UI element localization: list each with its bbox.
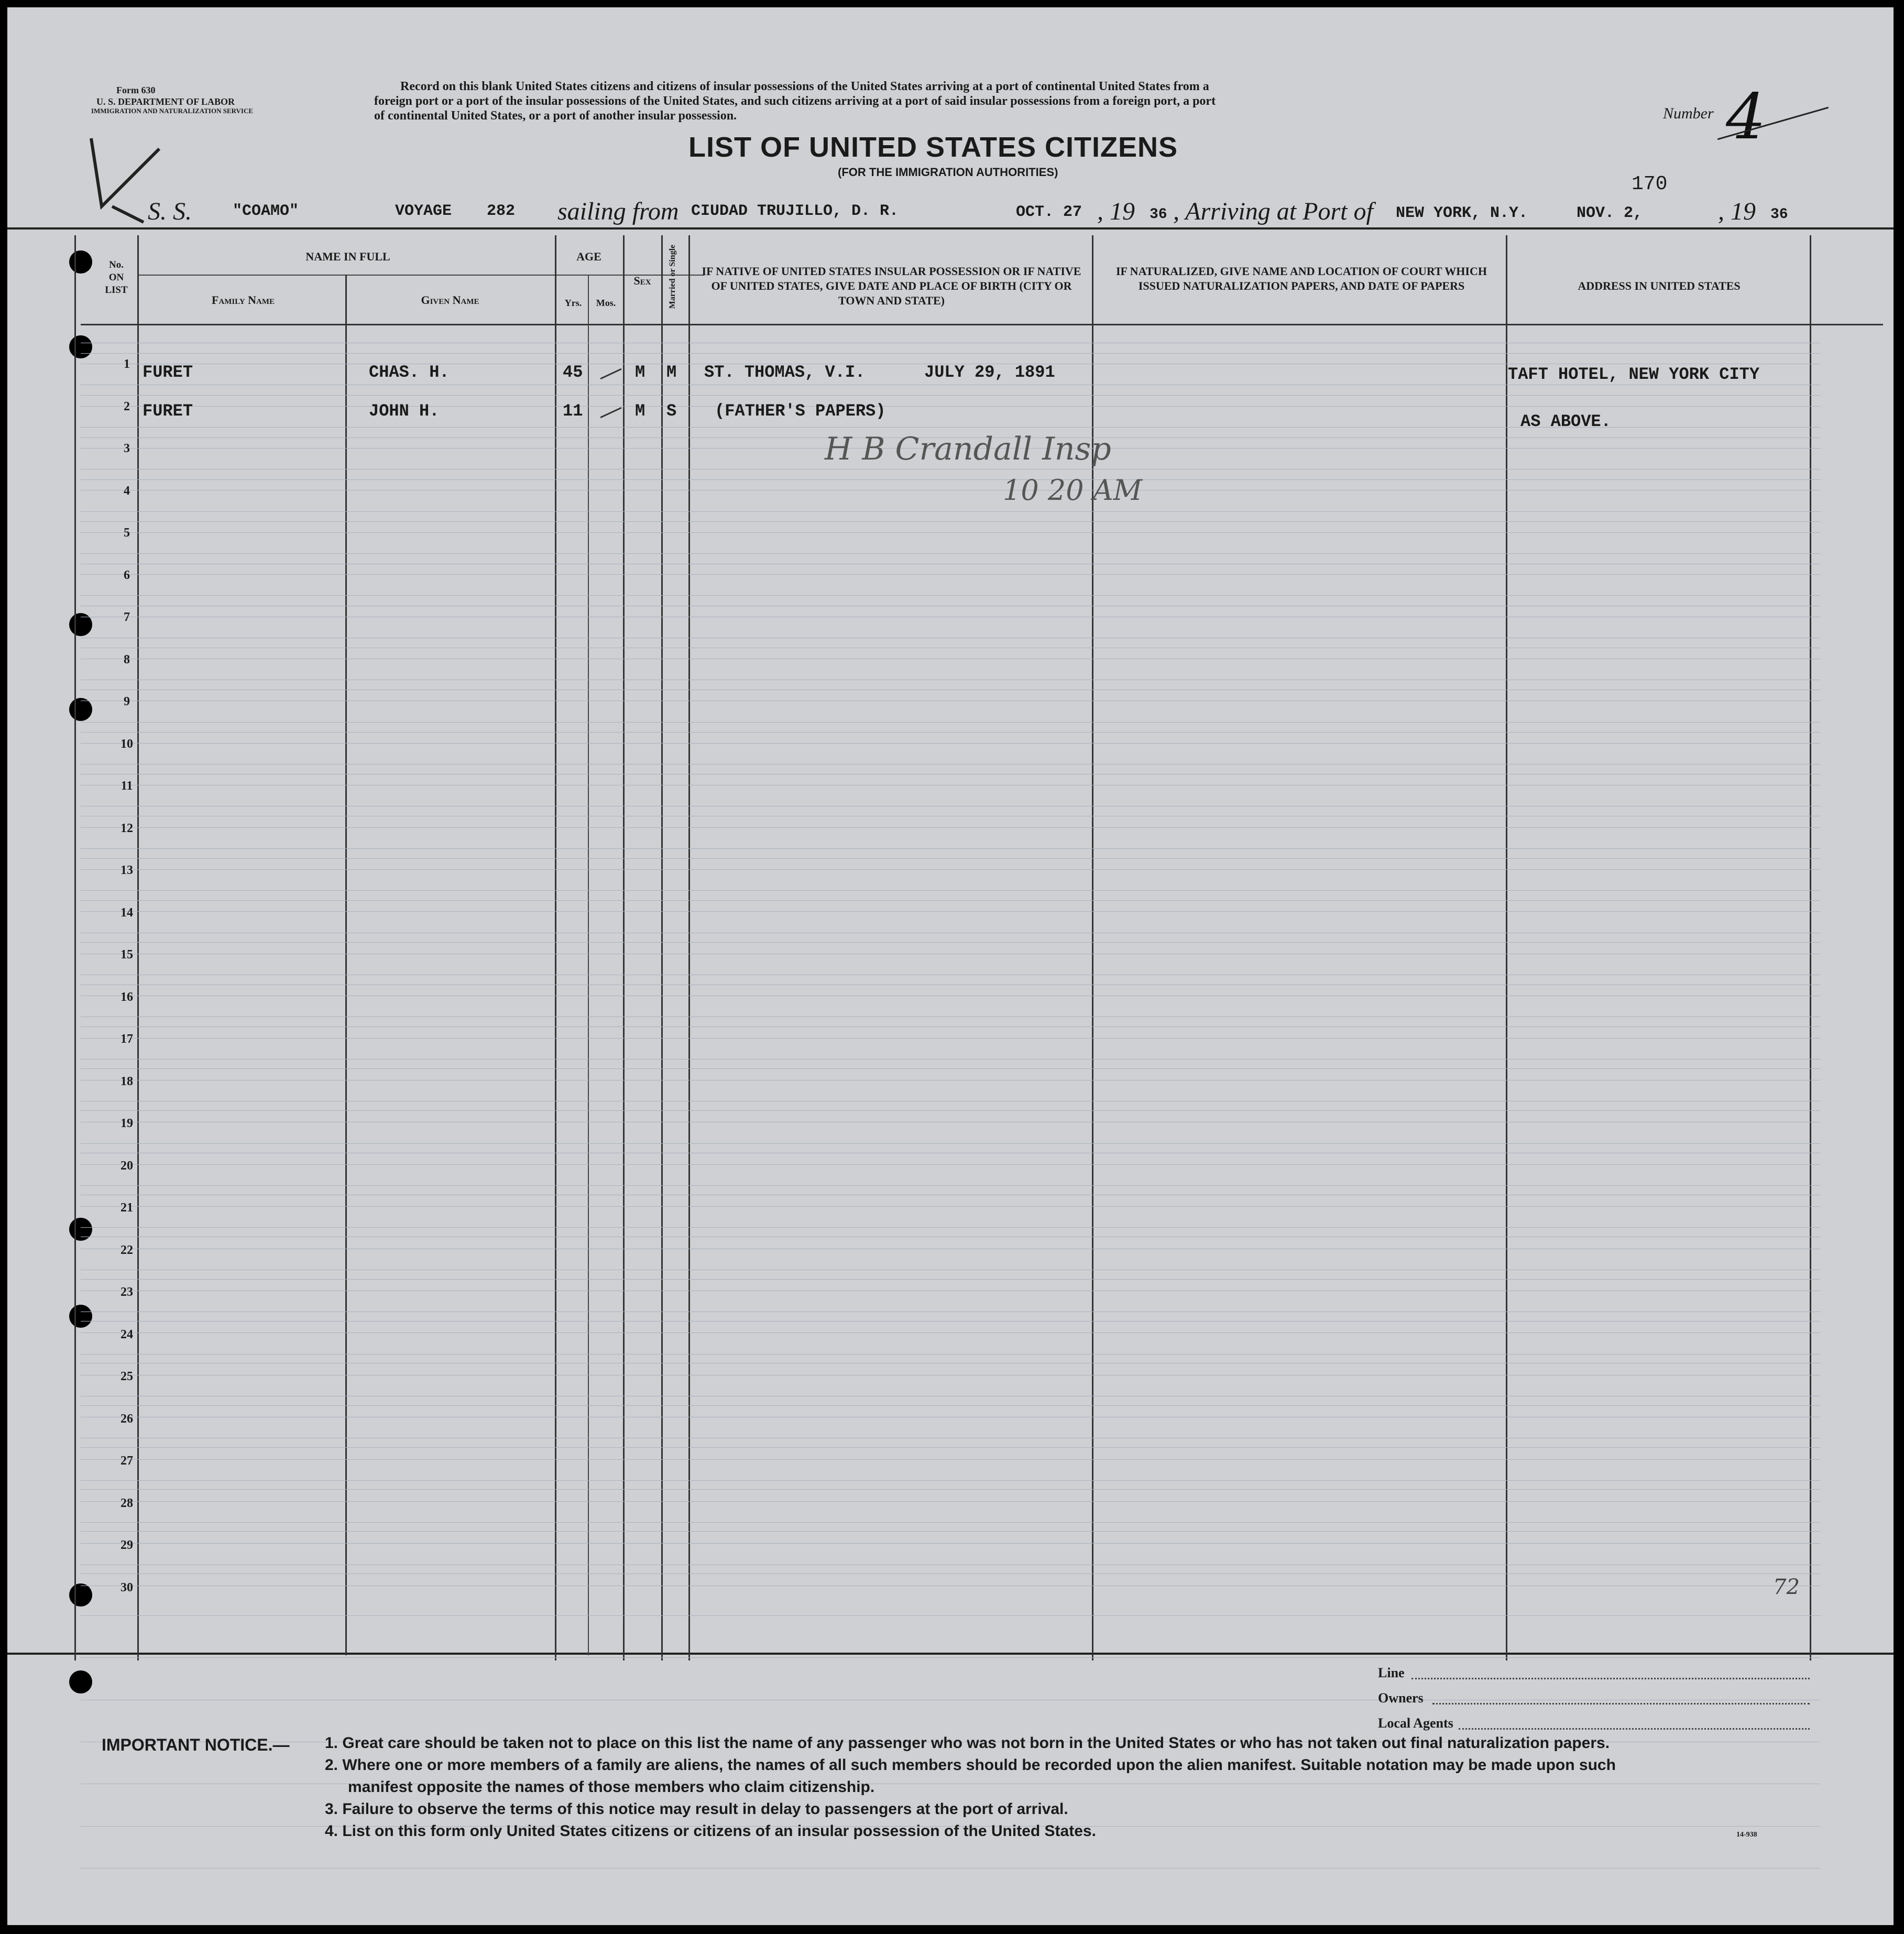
ruled-line <box>81 1615 1820 1616</box>
notice-3: 3. Failure to observe the terms of this notice may result in delay to passengers at the port of arrival. <box>325 1800 1068 1818</box>
owners-field <box>1432 1703 1810 1704</box>
row-number: 8 <box>124 652 130 666</box>
row-number: 27 <box>121 1454 133 1468</box>
ruled-line <box>81 858 1820 859</box>
arrival-year: 36 <box>1770 206 1788 223</box>
ruled-line <box>81 1657 1820 1658</box>
header-sex: Sex <box>633 274 651 287</box>
notice-2a: 2. Where one or more members of a family are aliens, the names of all such members should be recorded upon the alien manifest. Suitable notation may be made upon such <box>325 1756 1616 1774</box>
stamp-number: 170 <box>1632 173 1668 195</box>
row-number: 25 <box>121 1370 133 1383</box>
row-number: 29 <box>121 1538 133 1552</box>
row-1-birth-date: JULY 29, 1891 <box>924 363 1055 382</box>
ship-name: "COAMO" <box>233 202 299 220</box>
ruled-line <box>81 1206 1820 1207</box>
service: IMMIGRATION AND NATURALIZATION SERVICE <box>91 107 254 115</box>
row-1-married: M <box>666 363 677 382</box>
row-number: 2 <box>124 399 130 413</box>
punch-hole <box>69 1670 92 1693</box>
ruled-line <box>81 479 1820 480</box>
row-number: 13 <box>121 864 133 877</box>
ruled-line <box>81 353 1820 354</box>
voyage-number: 282 <box>487 202 516 220</box>
row-number: 16 <box>121 990 133 1004</box>
row-1-birth-place: ST. THOMAS, V.I. <box>704 363 866 382</box>
row-number: 3 <box>124 442 130 455</box>
ruled-line <box>81 848 1820 849</box>
row-number: 20 <box>121 1159 133 1173</box>
ruled-line <box>81 942 1820 943</box>
ruled-line <box>81 1522 1820 1523</box>
ruled-line <box>81 743 1820 744</box>
ruled-line <box>81 1459 1820 1460</box>
ruled-line <box>81 869 1820 870</box>
header-native: IF NATIVE OF UNITED STATES INSULAR POSSESSION OR IF NATIVE OF UNITED STATES, GIVE DATE AND PLACE OF BIRTH (CITY OR TOWN AND STATE) <box>702 265 1081 307</box>
instructions-line-2: foreign port or a port of the insular possessions of the United States, and such citizens arriving at a port of said insular possessions from a foreign port, a port <box>374 94 1216 108</box>
ruled-line <box>81 911 1820 912</box>
ruled-line <box>81 1185 1820 1186</box>
ruled-line <box>81 890 1820 891</box>
col-divider <box>345 275 347 1655</box>
page-title: LIST OF UNITED STATES CITIZENS <box>688 132 1178 163</box>
row-number: 11 <box>121 779 133 793</box>
line-label: Line <box>1378 1665 1405 1680</box>
ruled-line <box>81 1068 1820 1069</box>
ruled-line <box>81 406 1820 407</box>
ruled-line <box>81 1227 1820 1228</box>
header-no-on-list: No. ON LIST <box>105 259 128 296</box>
ruled-line <box>81 1143 1820 1144</box>
ruled-line <box>81 532 1820 533</box>
ruled-line <box>81 1543 1820 1544</box>
table-bottom-border <box>7 1653 1894 1655</box>
ruled-line <box>81 827 1820 828</box>
row-1-months-dash <box>600 368 621 379</box>
row-number: 21 <box>121 1201 133 1215</box>
header-yrs: Yrs. <box>564 298 582 308</box>
ruled-line <box>81 1164 1820 1165</box>
punch-hole <box>69 1583 92 1607</box>
header-married: Married or Single <box>668 244 677 309</box>
notice-label: IMPORTANT NOTICE.— <box>102 1735 290 1754</box>
voyage-label: VOYAGE <box>395 202 452 220</box>
row-number: 17 <box>121 1032 133 1046</box>
col-divider <box>588 275 589 1655</box>
row-number: 23 <box>121 1285 133 1299</box>
number-label: Number <box>1663 105 1714 122</box>
ruled-line <box>81 900 1820 901</box>
punch-hole <box>69 698 92 721</box>
ruled-line <box>81 521 1820 522</box>
row-number: 9 <box>124 695 130 708</box>
inspection-time: 10 20 AM <box>1003 474 1143 507</box>
punch-hole <box>69 250 92 274</box>
departure-date: OCT. 27 <box>1016 203 1082 221</box>
row-number: 14 <box>121 905 133 920</box>
ruled-line <box>81 395 1820 396</box>
ruled-line <box>81 595 1820 596</box>
departure-port: CIUDAD TRUJILLO, D. R. <box>691 202 899 220</box>
notice-1: 1. Great care should be taken not to place on this list the name of any passenger who was not born in the United States or who has not taken out final naturalization papers. <box>325 1734 1610 1752</box>
punch-hole <box>69 335 92 358</box>
instructions-line-1: Record on this blank United States citizens and citizens of insular possessions of the United States arriving at a port of continental United States from a <box>400 80 1209 93</box>
row-number: 12 <box>121 821 133 835</box>
row-1-age-years: 45 <box>563 363 583 382</box>
ruled-line <box>81 1531 1820 1532</box>
ruled-line <box>81 511 1820 512</box>
row-number: 24 <box>121 1327 133 1341</box>
sailing-label: sailing from <box>557 198 679 225</box>
row-number: 19 <box>121 1117 133 1130</box>
instructions-line-3: of continental United States, or a port of another insular possession. <box>374 109 737 123</box>
row-number: 22 <box>121 1243 133 1257</box>
row-2-age-years: 11 <box>563 401 583 421</box>
ruled-line <box>81 1501 1820 1502</box>
row-number: 18 <box>121 1074 133 1088</box>
ruled-line <box>81 1489 1820 1490</box>
ruled-line <box>81 574 1820 575</box>
header-naturalized: IF NATURALIZED, GIVE NAME AND LOCATION OF COURT WHICH ISSUED NATURALIZATION PAPERS, AND DATE OF PAPERS <box>1116 265 1487 292</box>
inspector-signature: H B Crandall Insp <box>825 431 1111 467</box>
row-2-married: S <box>666 401 677 421</box>
number-value: 4 <box>1726 81 1766 154</box>
document-page <box>7 7 1894 1925</box>
table-subheader-border <box>138 275 704 276</box>
line-field <box>1411 1678 1810 1679</box>
year-prefix-1: , 19 <box>1097 198 1135 225</box>
departure-year: 36 <box>1150 206 1167 223</box>
ruled-line <box>81 1279 1820 1280</box>
header-name-in-full: NAME IN FULL <box>305 250 390 263</box>
ruled-line <box>81 1026 1820 1027</box>
row-2-birth-place: (FATHER'S PAPERS) <box>715 401 886 421</box>
row-1-address: TAFT HOTEL, NEW YORK CITY <box>1508 365 1760 384</box>
year-prefix-2: , 19 <box>1718 198 1756 225</box>
row-number: 6 <box>124 568 130 582</box>
arrival-date: NOV. 2, <box>1577 204 1643 222</box>
punch-hole <box>69 1305 92 1328</box>
page-mark: 72 <box>1773 1575 1800 1599</box>
ruled-line <box>81 1332 1820 1333</box>
agents-field <box>1459 1728 1810 1730</box>
row-2-months-dash <box>600 407 621 418</box>
header-mos: Mos. <box>596 298 616 308</box>
arrival-port: NEW YORK, N.Y. <box>1396 204 1528 222</box>
ruled-line <box>81 722 1820 723</box>
row-1-given-name: CHAS. H. <box>369 363 450 382</box>
row-number: 10 <box>121 737 133 751</box>
row-number: 26 <box>121 1412 133 1426</box>
ruled-line <box>81 1868 1820 1869</box>
row-number: 28 <box>121 1496 133 1510</box>
row-number: 30 <box>121 1580 133 1594</box>
row-1-sex: M <box>635 363 645 382</box>
table-header-bottom <box>81 324 1883 325</box>
page-subtitle: (FOR THE IMMIGRATION AUTHORITIES) <box>838 166 1058 179</box>
ruled-line <box>81 1110 1820 1111</box>
ruled-line <box>81 732 1820 733</box>
row-number: 15 <box>121 948 133 961</box>
form-code: 14-938 <box>1736 1831 1757 1839</box>
ruled-line <box>81 1038 1820 1039</box>
ruled-line <box>81 1447 1820 1448</box>
row-2-address: AS ABOVE. <box>1520 412 1611 431</box>
row-2-sex: M <box>635 401 645 421</box>
row-number: 7 <box>124 610 130 624</box>
row-number: 5 <box>124 526 130 540</box>
row-2-family-name: FURET <box>143 401 193 421</box>
ruled-line <box>81 553 1820 554</box>
header-age: AGE <box>576 250 601 263</box>
row-number: 1 <box>124 357 130 371</box>
notice-4: 4. List on this form only United States citizens or citizens of an insular possession of the United States. <box>325 1822 1096 1840</box>
notice-2b: manifest opposite the names of those members who claim citizenship. <box>348 1778 875 1796</box>
table-top-border <box>7 227 1894 230</box>
row-1-family-name: FURET <box>143 363 193 382</box>
ruled-line <box>81 1480 1820 1481</box>
row-number: 4 <box>124 484 130 498</box>
department: U. S. DEPARTMENT OF LABOR <box>96 96 235 107</box>
header-address: ADDRESS IN UNITED STATES <box>1578 279 1741 292</box>
col-divider <box>74 235 76 1660</box>
ss-label: S. S. <box>148 198 192 225</box>
arriving-label: , Arriving at Port of <box>1173 198 1373 225</box>
form-number: Form 630 <box>116 85 156 95</box>
agents-label: Local Agents <box>1378 1716 1453 1731</box>
header-family-name: Family Name <box>211 293 275 307</box>
punch-hole <box>69 1218 92 1241</box>
header-given-name: Given Name <box>421 293 479 307</box>
owners-label: Owners <box>1378 1690 1424 1706</box>
ruled-line <box>81 1405 1820 1406</box>
row-2-given-name: JOHN H. <box>369 401 440 421</box>
